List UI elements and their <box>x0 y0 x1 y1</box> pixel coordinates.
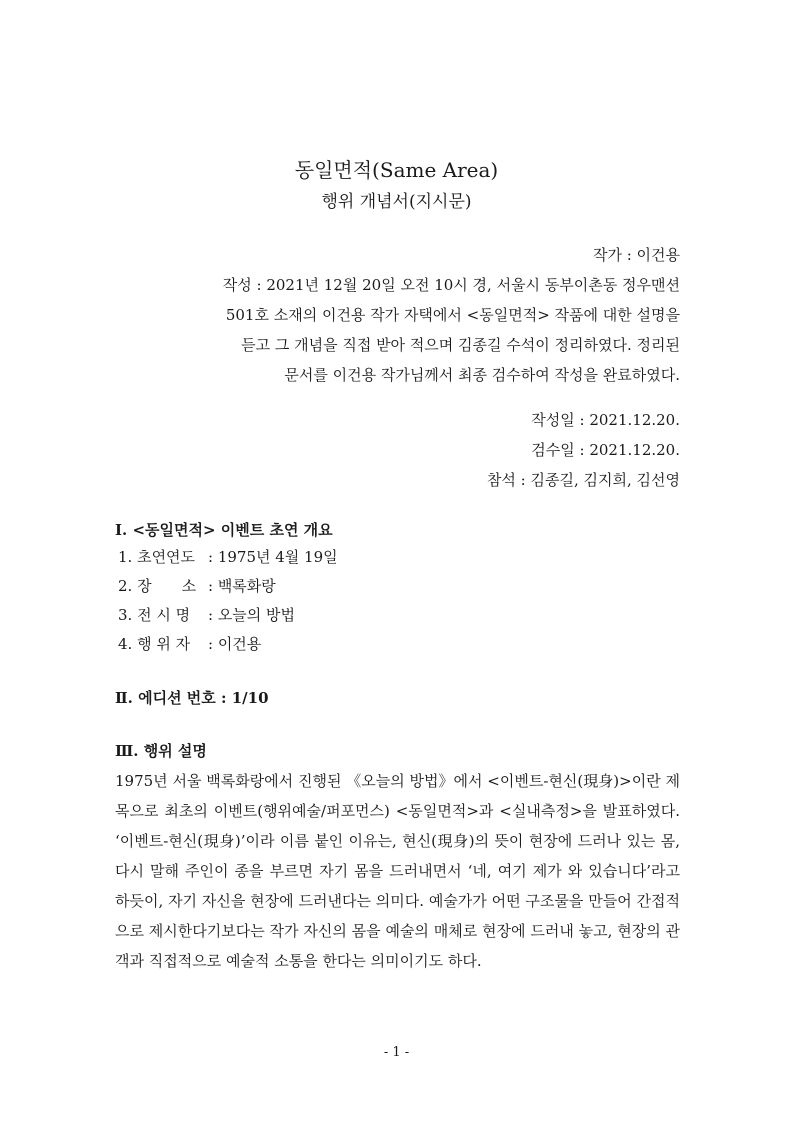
item-label: 3. 전 시 명 <box>118 606 191 624</box>
written-note-line: 작성 : 2021년 12월 20일 오전 10시 경, 서울시 동부이촌동 정우맨션 <box>222 276 680 294</box>
item-value: : 1975년 4월 19일 <box>208 548 338 566</box>
author-line: 작가 : 이건용 <box>592 246 680 264</box>
document-title: 동일면적(Same Area) <box>294 158 499 182</box>
written-note <box>120 270 680 390</box>
item-value: : 오늘의 방법 <box>208 606 296 624</box>
reviewed-date: 검수일 : 2021.12.20. <box>531 441 680 459</box>
list-item <box>118 572 338 601</box>
page-number: - 1 - <box>383 1045 410 1060</box>
section-3-heading: Ⅲ. 행위 설명 <box>115 742 207 760</box>
item-label: 2. 장 소 <box>118 577 197 595</box>
written-date: 작성일 : 2021.12.20. <box>531 411 680 429</box>
section-2-heading: Ⅱ. 에디션 번호 : 1/10 <box>115 689 269 707</box>
written-note-line: 501호 소재의 이건용 작가 자택에서 <동일면적> 작품에 대한 설명을 <box>225 306 680 324</box>
item-value: : 백록화랑 <box>208 577 276 595</box>
document-subtitle: 행위 개념서(지시문) <box>321 192 472 212</box>
list-item <box>118 630 338 659</box>
section-1-heading: Ⅰ. <동일면적> 이벤트 초연 개요 <box>115 521 333 539</box>
item-value: : 이건용 <box>208 635 262 653</box>
premiere-overview-list <box>118 543 338 659</box>
item-label: 4. 행 위 자 <box>118 635 191 653</box>
item-label: 1. 초연연도 <box>118 548 196 566</box>
attendees: 참석 : 김종길, 김지희, 김선영 <box>486 471 680 489</box>
written-note-line: 문서를 이건용 작가님께서 최종 검수하여 작성을 완료하였다. <box>284 366 680 384</box>
written-note-line: 듣고 그 개념을 직접 받아 적으며 김종길 수석이 정리하였다. 정리된 <box>241 336 680 354</box>
list-item <box>118 543 338 572</box>
list-item <box>118 601 338 630</box>
date-block <box>487 405 680 495</box>
action-description: 1975년 서울 백록화랑에서 진행된 《오늘의 방법》에서 <이벤트-현신(現身)>이란 제목으로 최초의 이벤트(행위예술/퍼포먼스) <동일면적>과 <실내측정>을 발표하였다. ‘이벤트-현신(現身)’이라 이름 붙인 이유는, 현신(現身)의 뜻이 현장에 드러나 있는 몸, 다시 말해 주인이 종을 부르면 자기 몸을 드러내면서 ‘네, 여기 제가 와 있습니다’라고 하듯이, 자기 자신을 현장에 드러낸다는 의미다. 예술가가 어떤 구조물을 만들어 간접적으로 제시한다기보다는 작가 자신의 몸을 예술의 매체로 현장에 드러내 놓고, 현장의 관객과 직접적으로 예술적 소통을 한다는 의미이기도 하다. <box>115 772 680 970</box>
